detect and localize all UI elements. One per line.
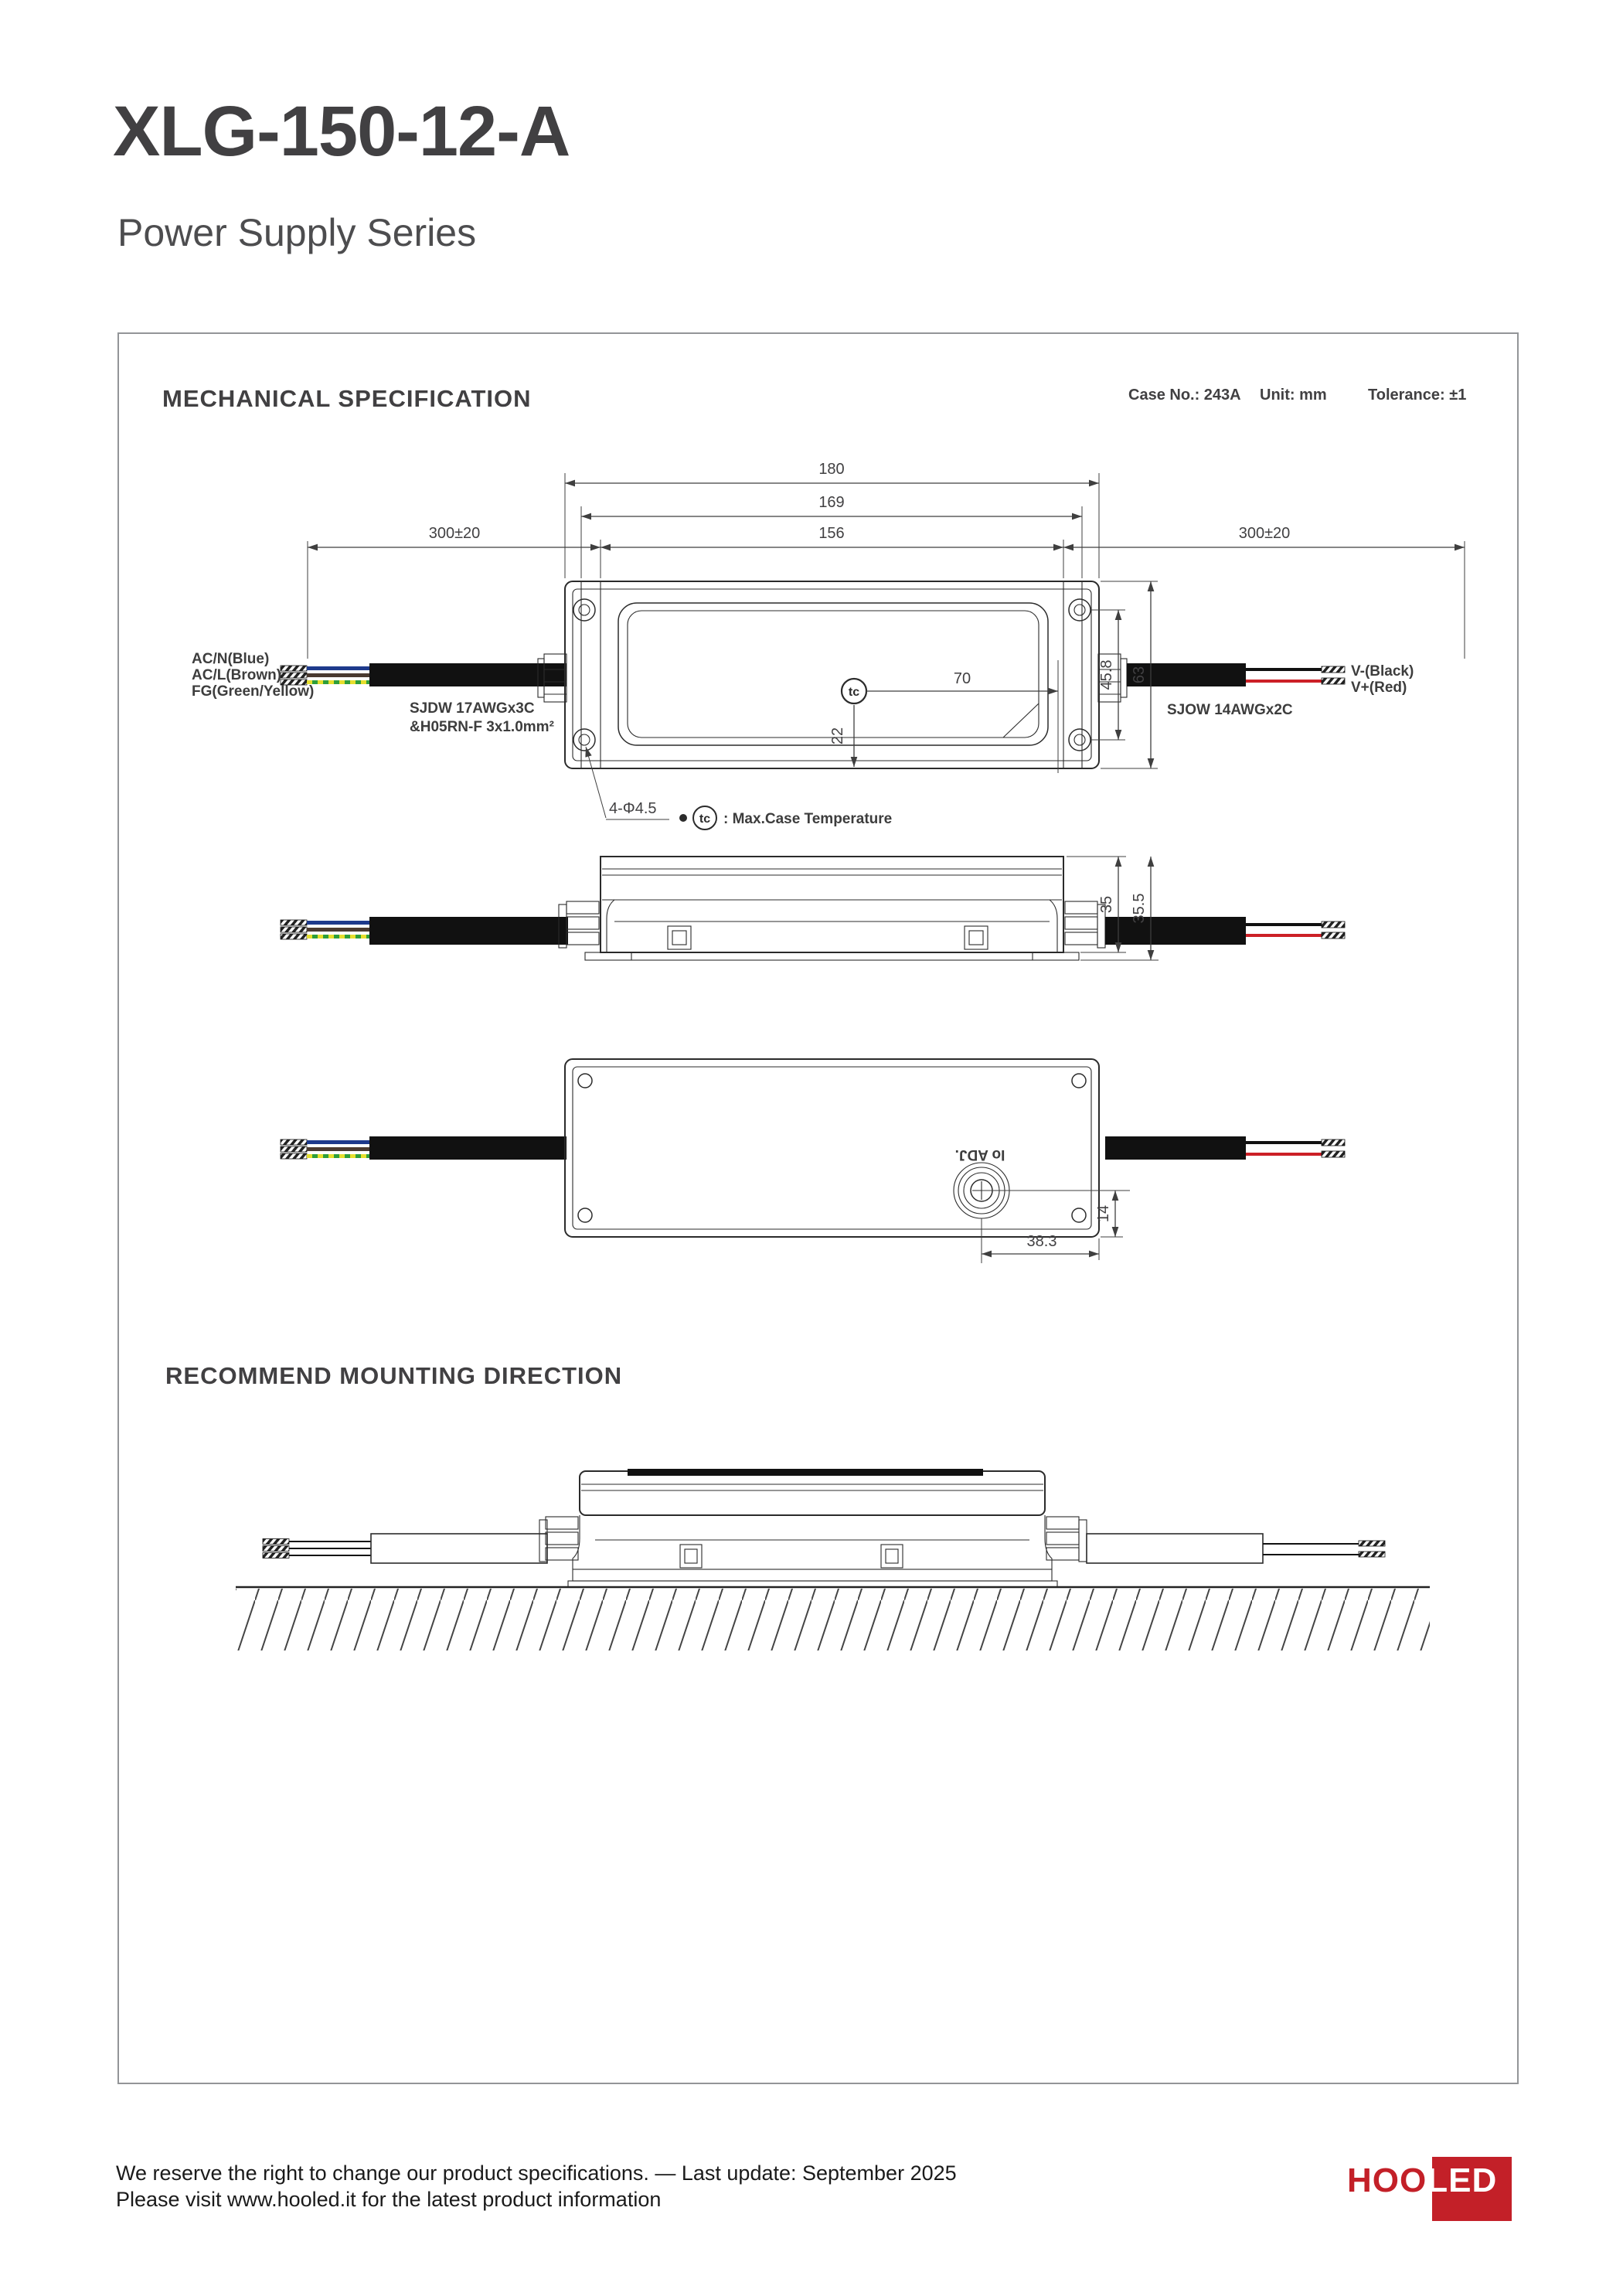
label-fg: FG(Green/Yellow) (192, 683, 315, 700)
top-panel (618, 603, 1048, 745)
dim-180: 180 (818, 461, 845, 478)
housing-mounted (580, 1471, 1045, 1515)
input-cable (369, 917, 568, 945)
dim-45-8: 45.8 (1098, 659, 1115, 690)
spec-heading: MECHANICAL SPECIFICATION (162, 385, 532, 412)
page-title: XLG-150-12-A (113, 92, 570, 171)
dim-35-5: 35.5 (1131, 893, 1148, 924)
page-subtitle: Power Supply Series (117, 211, 477, 254)
wire-crimp (281, 666, 307, 671)
dim-63: 63 (1131, 666, 1148, 684)
mounting-feet (585, 952, 1079, 960)
label-v-plus: V+(Red) (1351, 680, 1407, 696)
dim-70: 70 (953, 670, 971, 687)
dim-lead-right: 300±20 (1238, 525, 1291, 542)
dim-35: 35 (1098, 895, 1115, 914)
dim-169: 169 (818, 494, 845, 511)
wire-crimp (1322, 678, 1345, 684)
tc-note-text: : Max.Case Temperature (723, 811, 893, 827)
dim-lead-left: 300±20 (428, 525, 481, 542)
label-ac-n: AC/N(Blue) (192, 651, 270, 667)
label-input-cable-2: &H05RN-F 3x1.0mm² (410, 719, 554, 735)
side-view-drawing (281, 857, 1345, 960)
bullet-icon (679, 814, 687, 822)
tc-point-label: tc (848, 686, 860, 699)
input-cable (371, 1534, 547, 1563)
dim-22: 22 (829, 727, 846, 745)
label-input-cable-1: SJDW 17AWGx3C (410, 700, 535, 717)
ground-hatch (236, 1589, 1430, 1650)
mounting-heading: RECOMMEND MOUNTING DIRECTION (165, 1362, 623, 1389)
dim-holes: 4-Φ4.5 (609, 800, 657, 817)
dim-38-3: 38.3 (1026, 1233, 1057, 1250)
case-no: Case No.: 243A (1128, 387, 1241, 404)
tc-note-symbol: tc (699, 812, 711, 826)
footer-line-2: Please visit www.hooled.it for the latest product information (116, 2188, 662, 2211)
label-io-adj: Io ADJ. (954, 1146, 1005, 1163)
output-cable (1105, 917, 1246, 945)
dim-14: 14 (1095, 1204, 1112, 1223)
hooled-logo (1347, 2157, 1512, 2221)
tolerance-label: Tolerance: ±1 (1368, 387, 1467, 404)
top-view-drawing (192, 461, 1465, 829)
input-cable (369, 663, 567, 686)
logo-text: HOOLED (1347, 2161, 1498, 2199)
bottom-view-drawing (281, 1059, 1345, 1263)
unit-label: Unit: mm (1260, 387, 1327, 404)
label-ac-l: AC/L(Brown) (192, 667, 282, 683)
mounting-view-drawing (236, 1469, 1430, 1650)
label-output-cable: SJOW 14AWGx2C (1167, 702, 1293, 718)
footer-line-1: We reserve the right to change our product specifications. — Last update: September 2025 (116, 2161, 957, 2185)
housing-side (601, 857, 1063, 952)
housing-bottom (565, 1059, 1099, 1237)
wire-crimp (1322, 666, 1345, 673)
wire-crimp (281, 673, 307, 678)
output-cable (1087, 1534, 1263, 1563)
label-v-minus: V-(Black) (1351, 663, 1414, 680)
dim-156: 156 (818, 525, 845, 542)
